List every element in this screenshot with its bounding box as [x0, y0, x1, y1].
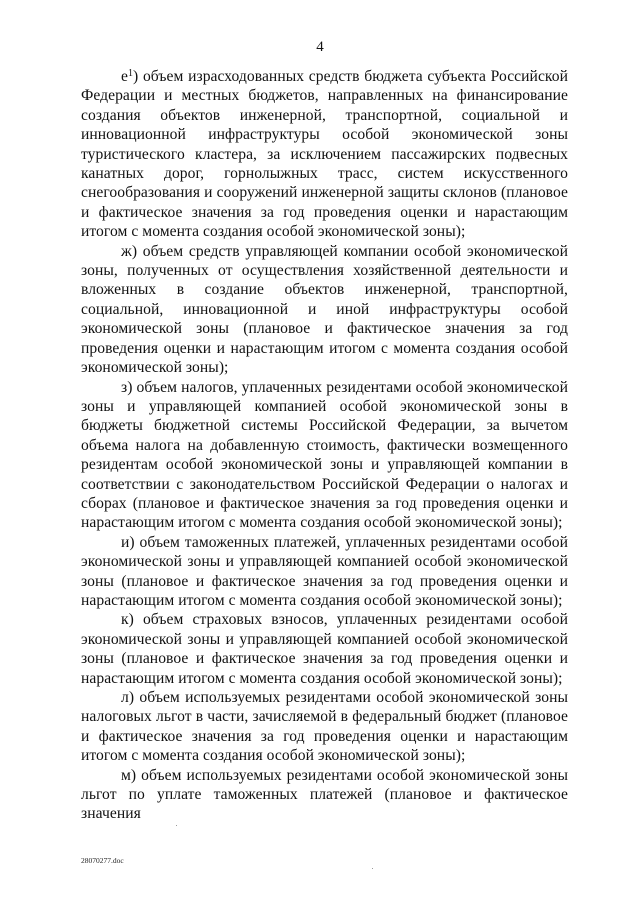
paragraph-text: ) объем израсходованных средств бюджета субъекта Российской Федерации и местных бюджетов, направленных на финансирование создания объектов инженерной, транспортной, социальной и инновационной инфраструктуры особой экономической зоны туристического кластера, за исключением пассажирских подвесных канатных дорог, горнолыжных трасс, систем искусственного снегообразования и сооружений инженерной защиты склонов (плановое и фактическое значения за год проведения оценки и нарастающим итогом с момента создания особой экономической зоны);: [81, 68, 568, 241]
paragraph-l: л) объем используемых резидентами особой экономической зоны налоговых льгот в части, зачисляемой в федеральный бюджет (плановое и фактическое значения за год проведения оценки и нарастающим итогом с момента создания особой экономической зоны);: [81, 689, 568, 765]
paragraph-i: и) объем таможенных платежей, уплаченных резидентами особой экономической зоны и управляющей компанией особой экономической зоны (плановое и фактическое значения за год проведения оценки и нарастающим итогом с момента создания особой экономической зоны);: [81, 533, 568, 609]
paragraph-z: з) объем налогов, уплаченных резидентами особой экономической зоны и управляющей компанией особой экономической зоны в бюджеты бюджетной системы Российской Федерации, за вычетом объема налога на добавленную стоимость, фактически возмещенного резидентам особой экономической зоны и управляющей компании в соответствии с законодательством Российской Федерации о налогах и сборах (плановое и фактическое значения за год проведения оценки и нарастающим итогом с момента создания особой экономической зоны);: [81, 378, 568, 532]
document-body: [81, 67, 568, 824]
scan-speck: [372, 868, 373, 869]
paragraph-e1: [81, 67, 568, 242]
paragraph-marker: е: [121, 68, 128, 85]
paragraph-marker-superscript: 1: [127, 68, 134, 79]
paragraph-k: к) объем страховых взносов, уплаченных резидентами особой экономической зоны и управляющей компанией особой экономической зоны (плановое и фактическое значения за год проведения оценки и нарастающим итогом с момента создания особой экономической зоны);: [81, 611, 568, 687]
paragraph-m: м) объем используемых резидентами особой экономической зоны льгот по уплате таможенных платежей (плановое и фактическое значения: [81, 766, 568, 823]
footer-file-name: 28070277.doc: [81, 856, 124, 865]
page-number: 4: [316, 39, 324, 55]
scan-speck: [176, 825, 177, 826]
paragraph-zh: ж) объем средств управляющей компании особой экономической зоны, полученных от осуществления хозяйственной деятельности и вложенных в создание объектов инженерной, транспортной, социальной, инновационной и иной инфраструктуры особой экономической зоны (плановое и фактическое значения за год проведения оценки и нарастающим итогом с момента создания особой экономической зоны);: [81, 242, 568, 377]
